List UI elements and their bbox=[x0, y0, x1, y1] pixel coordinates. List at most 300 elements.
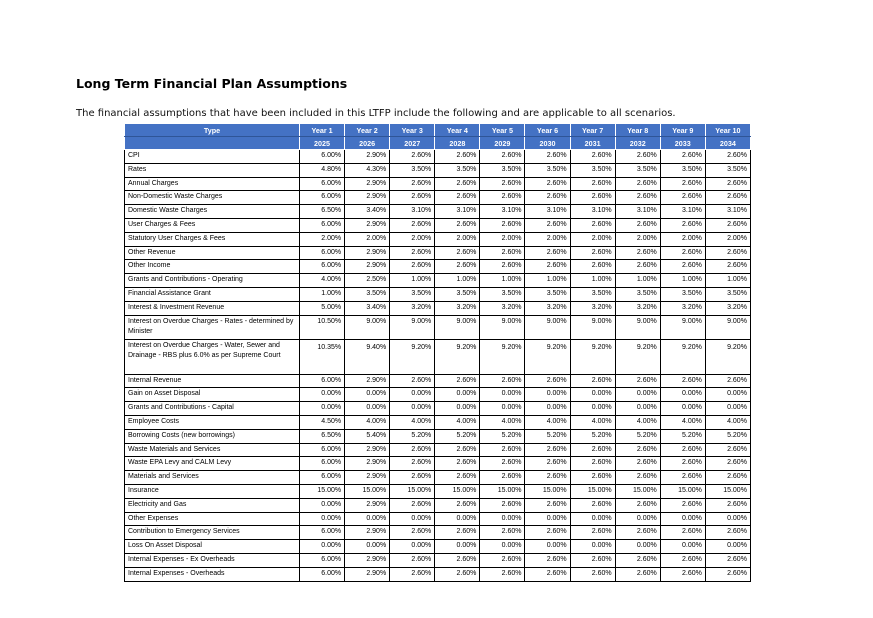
rate-cell: 4.00% bbox=[705, 415, 750, 429]
row-label: Domestic Waste Charges bbox=[125, 205, 300, 219]
table-row bbox=[125, 567, 751, 581]
rate-cell: 3.20% bbox=[660, 301, 705, 315]
rate-cell: 2.90% bbox=[345, 526, 390, 540]
rate-cell: 2.90% bbox=[345, 150, 390, 164]
rate-cell: 2.60% bbox=[705, 218, 750, 232]
rate-cell: 2.60% bbox=[615, 457, 660, 471]
rate-cell: 2.60% bbox=[390, 191, 435, 205]
rate-cell: 3.50% bbox=[660, 287, 705, 301]
fiscal-year-header: 2028 bbox=[435, 137, 480, 150]
row-label: Contribution to Emergency Services bbox=[125, 526, 300, 540]
rate-cell: 2.60% bbox=[525, 218, 570, 232]
rate-cell: 2.60% bbox=[435, 526, 480, 540]
rate-cell: 5.40% bbox=[345, 429, 390, 443]
rate-cell: 2.60% bbox=[525, 471, 570, 485]
rate-cell: 2.50% bbox=[345, 274, 390, 288]
rate-cell: 3.40% bbox=[345, 205, 390, 219]
rate-cell: 2.60% bbox=[660, 218, 705, 232]
rate-cell: 0.00% bbox=[300, 540, 345, 554]
rate-cell: 3.20% bbox=[570, 301, 615, 315]
rate-cell: 2.60% bbox=[705, 498, 750, 512]
rate-cell: 0.00% bbox=[435, 402, 480, 416]
rate-cell: 2.60% bbox=[525, 553, 570, 567]
rate-cell: 2.60% bbox=[660, 246, 705, 260]
rate-cell: 2.00% bbox=[660, 232, 705, 246]
rate-cell: 2.60% bbox=[615, 246, 660, 260]
rate-cell: 3.50% bbox=[435, 287, 480, 301]
rate-cell: 3.50% bbox=[615, 287, 660, 301]
rate-cell: 0.00% bbox=[345, 402, 390, 416]
rate-cell: 2.60% bbox=[570, 498, 615, 512]
rate-cell: 4.50% bbox=[300, 415, 345, 429]
rate-cell: 0.00% bbox=[480, 402, 525, 416]
rate-cell: 0.00% bbox=[570, 388, 615, 402]
rate-cell: 2.60% bbox=[390, 177, 435, 191]
row-label: Grants and Contributions - Capital bbox=[125, 402, 300, 416]
rate-cell: 6.00% bbox=[300, 457, 345, 471]
rate-cell: 2.60% bbox=[705, 457, 750, 471]
rate-cell: 2.60% bbox=[390, 526, 435, 540]
rate-cell: 2.60% bbox=[705, 567, 750, 581]
rate-cell: 2.90% bbox=[345, 260, 390, 274]
rate-cell: 10.35% bbox=[300, 339, 345, 374]
rate-cell: 3.50% bbox=[525, 163, 570, 177]
table-row bbox=[125, 540, 751, 554]
rate-cell: 5.20% bbox=[480, 429, 525, 443]
rate-cell: 9.20% bbox=[660, 339, 705, 374]
rate-cell: 2.90% bbox=[345, 177, 390, 191]
rate-cell: 2.60% bbox=[390, 260, 435, 274]
rate-cell: 0.00% bbox=[435, 512, 480, 526]
rate-cell: 2.60% bbox=[615, 526, 660, 540]
rate-cell: 1.00% bbox=[615, 274, 660, 288]
rate-cell: 6.50% bbox=[300, 429, 345, 443]
rate-cell: 0.00% bbox=[390, 402, 435, 416]
rate-cell: 1.00% bbox=[435, 274, 480, 288]
rate-cell: 9.20% bbox=[435, 339, 480, 374]
rate-cell: 4.00% bbox=[435, 415, 480, 429]
header-row-fiscal-years bbox=[125, 137, 751, 150]
rate-cell: 6.00% bbox=[300, 246, 345, 260]
fiscal-year-header: 2027 bbox=[390, 137, 435, 150]
rate-cell: 0.00% bbox=[390, 512, 435, 526]
rate-cell: 2.60% bbox=[435, 260, 480, 274]
rate-cell: 2.90% bbox=[345, 457, 390, 471]
year-column-header: Year 10 bbox=[705, 124, 750, 137]
rate-cell: 2.60% bbox=[480, 218, 525, 232]
table-row bbox=[125, 274, 751, 288]
rate-cell: 2.60% bbox=[615, 374, 660, 388]
fiscal-year-header: 2033 bbox=[660, 137, 705, 150]
rate-cell: 2.60% bbox=[525, 457, 570, 471]
rate-cell: 2.60% bbox=[435, 218, 480, 232]
fiscal-year-header: 2034 bbox=[705, 137, 750, 150]
rate-cell: 2.60% bbox=[390, 246, 435, 260]
rate-cell: 2.60% bbox=[705, 191, 750, 205]
rate-cell: 2.60% bbox=[705, 150, 750, 164]
row-label: CPI bbox=[125, 150, 300, 164]
rate-cell: 2.60% bbox=[390, 553, 435, 567]
row-label: Financial Assistance Grant bbox=[125, 287, 300, 301]
rate-cell: 2.60% bbox=[525, 150, 570, 164]
rate-cell: 0.00% bbox=[570, 540, 615, 554]
rate-cell: 2.60% bbox=[615, 553, 660, 567]
rate-cell: 2.60% bbox=[570, 443, 615, 457]
rate-cell: 3.50% bbox=[435, 163, 480, 177]
table-row bbox=[125, 388, 751, 402]
table-row bbox=[125, 301, 751, 315]
rate-cell: 2.60% bbox=[660, 457, 705, 471]
rate-cell: 2.60% bbox=[525, 443, 570, 457]
rate-cell: 3.20% bbox=[390, 301, 435, 315]
rate-cell: 2.60% bbox=[525, 526, 570, 540]
rate-cell: 3.50% bbox=[570, 163, 615, 177]
rate-cell: 2.60% bbox=[390, 218, 435, 232]
row-label: Materials and Services bbox=[125, 471, 300, 485]
rate-cell: 2.60% bbox=[570, 457, 615, 471]
year-column-header: Year 1 bbox=[300, 124, 345, 137]
rate-cell: 0.00% bbox=[300, 498, 345, 512]
assumptions-table bbox=[124, 124, 751, 582]
rate-cell: 2.60% bbox=[525, 498, 570, 512]
rate-cell: 2.90% bbox=[345, 191, 390, 205]
rate-cell: 6.00% bbox=[300, 443, 345, 457]
fiscal-year-header: 2032 bbox=[615, 137, 660, 150]
rate-cell: 2.60% bbox=[570, 246, 615, 260]
rate-cell: 4.80% bbox=[300, 163, 345, 177]
rate-cell: 3.10% bbox=[525, 205, 570, 219]
rate-cell: 9.00% bbox=[615, 315, 660, 339]
rate-cell: 0.00% bbox=[345, 388, 390, 402]
rate-cell: 6.00% bbox=[300, 553, 345, 567]
row-label: User Charges & Fees bbox=[125, 218, 300, 232]
header-row-years bbox=[125, 124, 751, 137]
row-label: Interest & Investment Revenue bbox=[125, 301, 300, 315]
rate-cell: 2.60% bbox=[525, 374, 570, 388]
type-column-header: Type bbox=[125, 124, 300, 137]
rate-cell: 15.00% bbox=[300, 484, 345, 498]
rate-cell: 15.00% bbox=[525, 484, 570, 498]
rate-cell: 5.20% bbox=[390, 429, 435, 443]
rate-cell: 2.60% bbox=[435, 498, 480, 512]
row-label: Borrowing Costs (new borrowings) bbox=[125, 429, 300, 443]
row-label: Insurance bbox=[125, 484, 300, 498]
intro-paragraph: The financial assumptions that have been included in this LTFP include the following and are applicable to all scenarios. bbox=[76, 108, 676, 119]
row-label: Other Expenses bbox=[125, 512, 300, 526]
rate-cell: 15.00% bbox=[705, 484, 750, 498]
rate-cell: 2.60% bbox=[570, 260, 615, 274]
rate-cell: 2.60% bbox=[615, 191, 660, 205]
rate-cell: 9.00% bbox=[705, 315, 750, 339]
rate-cell: 3.20% bbox=[480, 301, 525, 315]
year-column-header: Year 5 bbox=[480, 124, 525, 137]
rate-cell: 2.90% bbox=[345, 246, 390, 260]
row-label: Statutory User Charges & Fees bbox=[125, 232, 300, 246]
table-row bbox=[125, 415, 751, 429]
rate-cell: 0.00% bbox=[390, 540, 435, 554]
rate-cell: 2.00% bbox=[570, 232, 615, 246]
rate-cell: 5.00% bbox=[300, 301, 345, 315]
rate-cell: 2.60% bbox=[525, 567, 570, 581]
table-row bbox=[125, 287, 751, 301]
rate-cell: 9.00% bbox=[570, 315, 615, 339]
rate-cell: 2.60% bbox=[480, 260, 525, 274]
rate-cell: 2.60% bbox=[435, 567, 480, 581]
rate-cell: 2.00% bbox=[705, 232, 750, 246]
rate-cell: 3.50% bbox=[660, 163, 705, 177]
rate-cell: 0.00% bbox=[705, 402, 750, 416]
rate-cell: 3.10% bbox=[435, 205, 480, 219]
rate-cell: 2.60% bbox=[705, 553, 750, 567]
rate-cell: 0.00% bbox=[705, 540, 750, 554]
rate-cell: 9.40% bbox=[345, 339, 390, 374]
rate-cell: 10.50% bbox=[300, 315, 345, 339]
rate-cell: 0.00% bbox=[570, 402, 615, 416]
rate-cell: 0.00% bbox=[660, 540, 705, 554]
rate-cell: 0.00% bbox=[615, 388, 660, 402]
year-column-header: Year 6 bbox=[525, 124, 570, 137]
rate-cell: 0.00% bbox=[705, 388, 750, 402]
table-row bbox=[125, 374, 751, 388]
row-label: Interest on Overdue Charges - Water, Sewer and Drainage - RBS plus 6.0% as per Supreme Court bbox=[125, 339, 300, 374]
rate-cell: 2.60% bbox=[660, 443, 705, 457]
rate-cell: 3.20% bbox=[435, 301, 480, 315]
rate-cell: 1.00% bbox=[300, 287, 345, 301]
rate-cell: 2.60% bbox=[480, 177, 525, 191]
rate-cell: 2.60% bbox=[435, 374, 480, 388]
rate-cell: 2.60% bbox=[480, 553, 525, 567]
rate-cell: 2.60% bbox=[660, 191, 705, 205]
rate-cell: 3.50% bbox=[480, 163, 525, 177]
fiscal-year-header: 2029 bbox=[480, 137, 525, 150]
table-row bbox=[125, 260, 751, 274]
rate-cell: 2.60% bbox=[480, 246, 525, 260]
rate-cell: 15.00% bbox=[570, 484, 615, 498]
rate-cell: 2.00% bbox=[390, 232, 435, 246]
rate-cell: 0.00% bbox=[525, 512, 570, 526]
rate-cell: 2.60% bbox=[480, 526, 525, 540]
rate-cell: 2.00% bbox=[480, 232, 525, 246]
rate-cell: 2.60% bbox=[705, 260, 750, 274]
rate-cell: 0.00% bbox=[435, 388, 480, 402]
rate-cell: 0.00% bbox=[480, 512, 525, 526]
rate-cell: 0.00% bbox=[525, 402, 570, 416]
fiscal-year-header: 2031 bbox=[570, 137, 615, 150]
rate-cell: 1.00% bbox=[390, 274, 435, 288]
rate-cell: 0.00% bbox=[345, 540, 390, 554]
rate-cell: 2.60% bbox=[525, 246, 570, 260]
row-label: Interest on Overdue Charges - Rates - determined by Minister bbox=[125, 315, 300, 339]
rate-cell: 2.00% bbox=[435, 232, 480, 246]
table-row bbox=[125, 163, 751, 177]
rate-cell: 2.60% bbox=[615, 260, 660, 274]
rate-cell: 2.90% bbox=[345, 567, 390, 581]
rate-cell: 2.60% bbox=[570, 177, 615, 191]
rate-cell: 3.10% bbox=[615, 205, 660, 219]
rate-cell: 6.00% bbox=[300, 567, 345, 581]
fiscal-year-header: 2030 bbox=[525, 137, 570, 150]
rate-cell: 0.00% bbox=[480, 388, 525, 402]
table-row bbox=[125, 218, 751, 232]
rate-cell: 4.30% bbox=[345, 163, 390, 177]
rate-cell: 2.60% bbox=[570, 471, 615, 485]
rate-cell: 9.00% bbox=[525, 315, 570, 339]
rate-cell: 5.20% bbox=[660, 429, 705, 443]
row-label: Internal Revenue bbox=[125, 374, 300, 388]
rate-cell: 2.60% bbox=[480, 471, 525, 485]
rate-cell: 0.00% bbox=[705, 512, 750, 526]
rate-cell: 6.00% bbox=[300, 177, 345, 191]
rate-cell: 0.00% bbox=[615, 540, 660, 554]
rate-cell: 2.60% bbox=[525, 191, 570, 205]
rate-cell: 2.60% bbox=[390, 150, 435, 164]
rate-cell: 2.60% bbox=[615, 218, 660, 232]
rate-cell: 3.10% bbox=[705, 205, 750, 219]
rate-cell: 0.00% bbox=[345, 512, 390, 526]
rate-cell: 4.00% bbox=[390, 415, 435, 429]
rate-cell: 6.00% bbox=[300, 526, 345, 540]
rate-cell: 0.00% bbox=[525, 388, 570, 402]
rate-cell: 4.00% bbox=[615, 415, 660, 429]
rate-cell: 2.60% bbox=[660, 177, 705, 191]
rate-cell: 3.50% bbox=[345, 287, 390, 301]
rate-cell: 0.00% bbox=[570, 512, 615, 526]
rate-cell: 1.00% bbox=[570, 274, 615, 288]
rate-cell: 2.60% bbox=[705, 443, 750, 457]
rate-cell: 2.60% bbox=[390, 457, 435, 471]
table-row bbox=[125, 429, 751, 443]
year-column-header: Year 3 bbox=[390, 124, 435, 137]
row-label: Electricity and Gas bbox=[125, 498, 300, 512]
year-column-header: Year 4 bbox=[435, 124, 480, 137]
rate-cell: 3.10% bbox=[570, 205, 615, 219]
rate-cell: 3.20% bbox=[705, 301, 750, 315]
table-row bbox=[125, 484, 751, 498]
table-row bbox=[125, 246, 751, 260]
year-column-header: Year 9 bbox=[660, 124, 705, 137]
rate-cell: 2.00% bbox=[525, 232, 570, 246]
rate-cell: 2.60% bbox=[615, 150, 660, 164]
rate-cell: 2.60% bbox=[480, 191, 525, 205]
rate-cell: 2.60% bbox=[570, 150, 615, 164]
rate-cell: 2.90% bbox=[345, 471, 390, 485]
row-label: Other Revenue bbox=[125, 246, 300, 260]
rate-cell: 3.20% bbox=[525, 301, 570, 315]
table-row bbox=[125, 457, 751, 471]
rate-cell: 9.20% bbox=[525, 339, 570, 374]
rate-cell: 2.60% bbox=[660, 374, 705, 388]
rate-cell: 1.00% bbox=[660, 274, 705, 288]
rate-cell: 4.00% bbox=[660, 415, 705, 429]
rate-cell: 0.00% bbox=[300, 388, 345, 402]
table-row bbox=[125, 471, 751, 485]
rate-cell: 15.00% bbox=[390, 484, 435, 498]
row-label: Other Income bbox=[125, 260, 300, 274]
rate-cell: 3.20% bbox=[615, 301, 660, 315]
rate-cell: 3.10% bbox=[480, 205, 525, 219]
rate-cell: 9.20% bbox=[480, 339, 525, 374]
rate-cell: 2.90% bbox=[345, 498, 390, 512]
rate-cell: 2.60% bbox=[660, 553, 705, 567]
rate-cell: 9.20% bbox=[705, 339, 750, 374]
rate-cell: 9.00% bbox=[480, 315, 525, 339]
rate-cell: 2.60% bbox=[525, 260, 570, 274]
rate-cell: 2.60% bbox=[435, 150, 480, 164]
row-label: Rates bbox=[125, 163, 300, 177]
rate-cell: 2.60% bbox=[480, 374, 525, 388]
rate-cell: 6.00% bbox=[300, 150, 345, 164]
rate-cell: 4.00% bbox=[570, 415, 615, 429]
rate-cell: 15.00% bbox=[660, 484, 705, 498]
rate-cell: 6.00% bbox=[300, 191, 345, 205]
rate-cell: 5.20% bbox=[525, 429, 570, 443]
rate-cell: 2.60% bbox=[615, 443, 660, 457]
table-row bbox=[125, 443, 751, 457]
rate-cell: 2.60% bbox=[570, 526, 615, 540]
row-label: Internal Expenses - Overheads bbox=[125, 567, 300, 581]
rate-cell: 5.20% bbox=[705, 429, 750, 443]
table-row bbox=[125, 205, 751, 219]
rate-cell: 2.00% bbox=[300, 232, 345, 246]
rate-cell: 2.60% bbox=[615, 567, 660, 581]
rate-cell: 0.00% bbox=[480, 540, 525, 554]
rate-cell: 0.00% bbox=[525, 540, 570, 554]
year-column-header: Year 7 bbox=[570, 124, 615, 137]
rate-cell: 2.90% bbox=[345, 218, 390, 232]
table-row bbox=[125, 150, 751, 164]
rate-cell: 2.60% bbox=[435, 443, 480, 457]
rate-cell: 0.00% bbox=[660, 402, 705, 416]
rate-cell: 2.60% bbox=[705, 177, 750, 191]
rate-cell: 15.00% bbox=[345, 484, 390, 498]
table-row bbox=[125, 177, 751, 191]
rate-cell: 2.60% bbox=[435, 191, 480, 205]
rate-cell: 6.50% bbox=[300, 205, 345, 219]
rate-cell: 3.40% bbox=[345, 301, 390, 315]
row-label: Gain on Asset Disposal bbox=[125, 388, 300, 402]
type-column-subheader bbox=[125, 137, 300, 150]
rate-cell: 3.50% bbox=[525, 287, 570, 301]
row-label: Annual Charges bbox=[125, 177, 300, 191]
rate-cell: 2.60% bbox=[705, 526, 750, 540]
rate-cell: 2.60% bbox=[570, 553, 615, 567]
fiscal-year-header: 2026 bbox=[345, 137, 390, 150]
rate-cell: 2.60% bbox=[390, 443, 435, 457]
rate-cell: 2.60% bbox=[660, 498, 705, 512]
rate-cell: 2.60% bbox=[390, 374, 435, 388]
rate-cell: 0.00% bbox=[300, 402, 345, 416]
rate-cell: 1.00% bbox=[480, 274, 525, 288]
rate-cell: 2.60% bbox=[705, 471, 750, 485]
rate-cell: 2.60% bbox=[390, 471, 435, 485]
table-row bbox=[125, 498, 751, 512]
rate-cell: 3.50% bbox=[480, 287, 525, 301]
rate-cell: 2.60% bbox=[480, 150, 525, 164]
rate-cell: 1.00% bbox=[525, 274, 570, 288]
rate-cell: 3.10% bbox=[660, 205, 705, 219]
rate-cell: 9.00% bbox=[660, 315, 705, 339]
rate-cell: 4.00% bbox=[300, 274, 345, 288]
rate-cell: 6.00% bbox=[300, 374, 345, 388]
rate-cell: 3.50% bbox=[390, 163, 435, 177]
rate-cell: 6.00% bbox=[300, 260, 345, 274]
row-label: Waste Materials and Services bbox=[125, 443, 300, 457]
rate-cell: 0.00% bbox=[615, 512, 660, 526]
table-row bbox=[125, 553, 751, 567]
rate-cell: 2.60% bbox=[660, 526, 705, 540]
rate-cell: 2.60% bbox=[525, 177, 570, 191]
table-row bbox=[125, 402, 751, 416]
